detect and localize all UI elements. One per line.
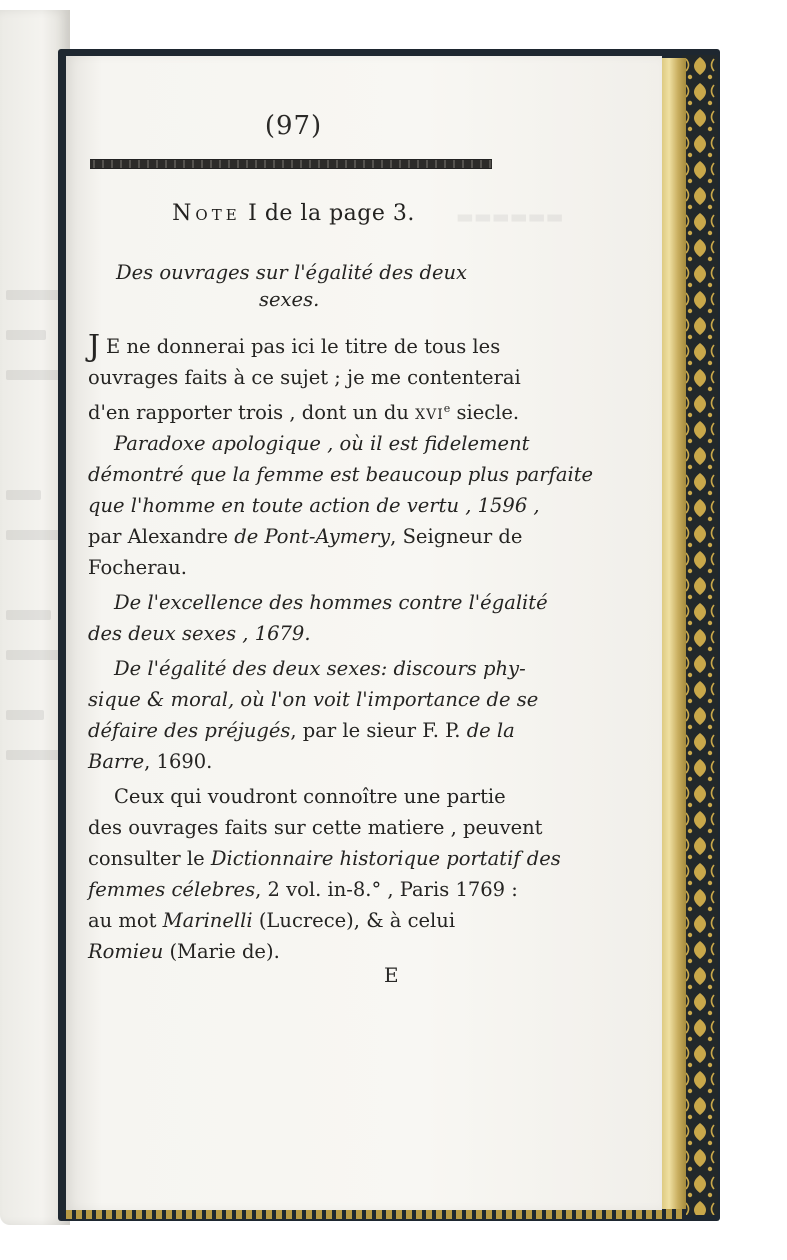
show-through-line [6,490,41,500]
intro-line-1 [88,331,508,362]
gilt-roll-pattern [682,55,718,1215]
gilt-decorated-edge [682,55,718,1215]
gilt-page-edge [660,58,686,1214]
bleed-through: ▬▬▬▬▬▬ [456,206,564,228]
intro-line-2: ouvrages faits à ce sujet ; je me contenterai [88,366,521,389]
subtitle-line-1: Des ouvrages sur l'égalité des deux [116,261,468,284]
closing-line-3-a: consulter le [88,847,211,870]
closing-line-1: Ceux qui voudront connoître une partie [114,785,506,808]
note-title-prefix: Note [172,201,241,226]
ref1-line-5: Focherau. [88,556,187,579]
intro-line-1-text: E ne donnerai pas ici le titre de tous les [106,335,501,358]
name-marinelli: Marinelli [162,909,253,932]
note-title [66,201,521,226]
intro-line-3-start: d'en rapporter trois , dont un du [88,401,416,424]
ref3-line-3-a: défaire des préjugés [88,719,291,742]
ref3-line-1: De l'égalité des deux sexes: discours phy- [114,657,526,680]
ref3-line-3-b: , par le sieur F. P. [290,719,467,742]
note-title-rest: I de la page 3. [240,201,415,226]
century-superscript: e [443,402,451,415]
ref1-line-3: que l'homme en toute action de vertu , 1596 , [88,494,540,517]
ref2-line-2: des deux sexes , 1679. [88,622,311,645]
ref2-line-1: De l'excellence des hommes contre l'égalité [114,591,548,614]
show-through-line [6,290,61,300]
ref3-line-4-b: , 1690. [144,750,213,773]
ref1-line-4-c: , Seigneur de [390,525,523,548]
book-page [66,56,662,1210]
ref1-line-4 [88,521,523,552]
closing-line-6-b: (Marie de). [163,940,280,963]
signature-mark: E [384,963,399,987]
intro-line-3-end: siecle. [450,401,520,424]
dictionary-title-end: femmes célebres [88,878,256,901]
closing-line-2: des ouvrages faits sur cette matiere , peuvent [88,816,543,839]
closing-line-5-a: au mot [88,909,163,932]
show-through-line [6,650,61,660]
gilt-bottom-border [66,1209,686,1219]
dictionary-title: Dictionnaire historique portatif des [210,847,561,870]
ref1-line-4-a: par Alexandre [88,525,235,548]
drop-cap: J [88,329,101,364]
ref1-author: de Pont-Aymery [234,525,391,548]
ref3-line-4 [88,746,508,777]
closing-line-4-b: , 2 vol. in-8.° , Paris 1769 : [255,878,518,901]
show-through-line [6,530,61,540]
page-number: (97) [264,111,323,141]
show-through-line [6,710,44,720]
ornamental-rule [90,159,492,169]
closing-line-3 [88,843,561,874]
closing-line-5-c: (Lucrece), & à celui [252,909,456,932]
ref3-author: Barre [88,750,145,773]
show-through-line [6,370,61,380]
ref1-line-1: Paradoxe apologique , où il est fidelement [114,432,530,455]
show-through-line [6,330,46,340]
show-through-line [6,750,61,760]
closing-line-6 [88,936,508,967]
ref3-line-3 [88,715,515,746]
show-through-line [6,610,51,620]
closing-line-4 [88,874,518,905]
ref3-line-2: sique & moral, où l'on voit l'importance de se [88,688,539,711]
ref1-line-2: démontré que la femme est beaucoup plus parfaite [88,463,594,486]
subtitle-line-2: sexes. [259,288,320,311]
intro-line-3 [88,393,520,428]
name-romieu: Romieu [88,940,164,963]
ref3-line-3-c: de la [466,719,515,742]
century-numeral: xvi [415,401,444,424]
closing-line-5 [88,905,508,936]
